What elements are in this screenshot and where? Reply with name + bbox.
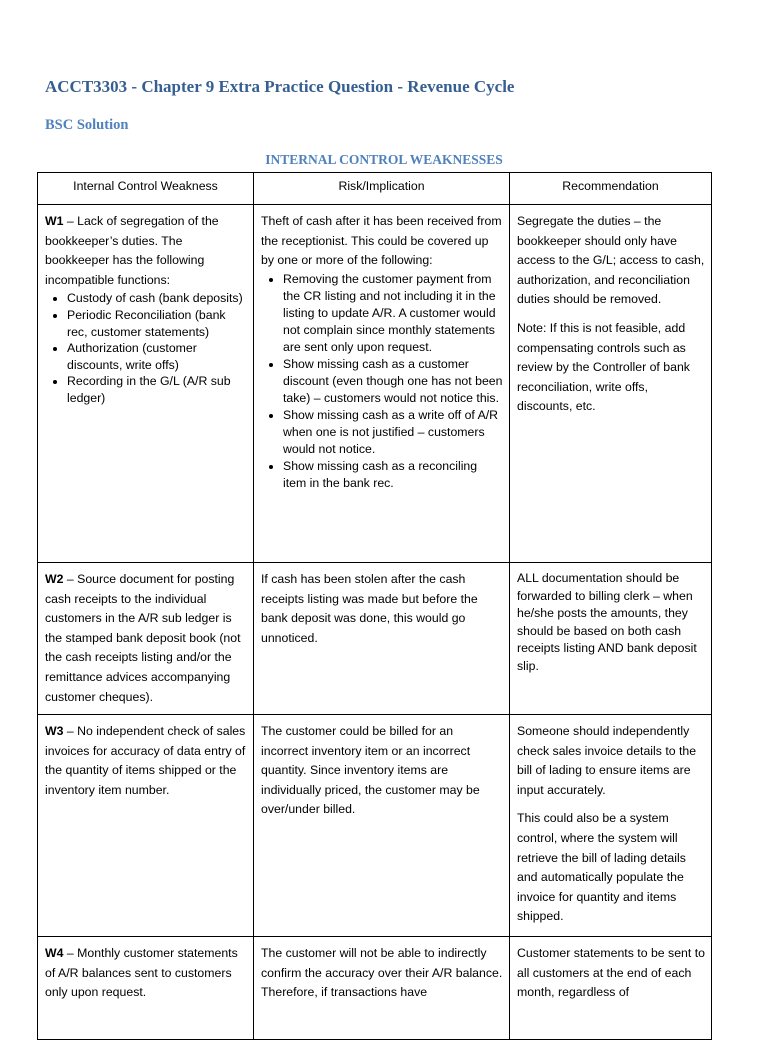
weakness-id: W3 <box>45 724 64 738</box>
risk-cell <box>254 563 510 715</box>
risk-bullet: • Show missing cash as a customer discount (even though one has not been take) – customers would not notice this. <box>283 356 503 407</box>
risk-bullet: • Show missing cash as a reconciling item in the bank rec. <box>283 458 503 492</box>
weakness-cell <box>38 205 254 563</box>
recommendation-text: Someone should independently check sales invoice details to the bill of lading to ensure items are input accurately. <box>517 724 697 797</box>
table-title: INTERNAL CONTROL WEAKNESSES <box>265 152 503 167</box>
weakness-text: – Source document for posting cash receipts to the individual customers in the A/R sub ledger is the stamped bank deposit book (not the cash receipts listing and/or the remittance advices accompanying customer cheques). <box>45 572 241 704</box>
table-header-row <box>38 173 712 205</box>
risk-bullet-list <box>261 271 503 492</box>
weakness-bullet: • Recording in the G/L (A/R sub ledger) <box>67 373 247 406</box>
table-row-w2 <box>38 563 712 715</box>
weakness-table <box>37 172 712 1040</box>
weakness-bullet-list <box>45 290 247 406</box>
recommendation-text: Segregate the duties – the bookkeeper should only have access to the G/L; access to cash, authorization, and reconciliation duties should be removed. <box>517 214 705 307</box>
recommendation-cell <box>510 563 712 715</box>
document-subtitle: BSC Solution <box>45 117 129 133</box>
weakness-cell <box>38 563 254 715</box>
recommendation-text: Customer statements to be sent to all customers at the end of each month, regardless of <box>517 946 705 1000</box>
recommendation-cell <box>510 715 712 937</box>
recommendation-note: This could also be a system control, where the system will retrieve the bill of lading details and automatically populate the invoice for quantity and items shipped. <box>517 811 686 924</box>
recommendation-note: Note: If this is not feasible, add compensating controls such as review by the Controller of bank reconciliation, write offs, discounts, etc. <box>517 320 690 414</box>
weakness-id: W2 <box>45 572 64 586</box>
risk-cell <box>254 205 510 563</box>
weakness-cell <box>38 715 254 937</box>
column-header-risk: Risk/Implication <box>254 173 510 205</box>
risk-text: The customer could be billed for an incorrect inventory item or an incorrect quantity. Since inventory items are individually priced, the customer may be over/under billed. <box>261 724 480 817</box>
table-row-w3 <box>38 715 712 937</box>
table-row-w1 <box>38 205 712 563</box>
risk-bullet: • Removing the customer payment from the CR listing and not including it in the listing to update A/R. A customer would not complain since monthly statements are sent only upon request. <box>283 271 503 356</box>
weakness-text: – No independent check of sales invoices for accuracy of data entry of the quantity of items shipped or the inventory item number. <box>45 724 246 797</box>
recommendation-cell <box>510 205 712 563</box>
column-header-weakness: Internal Control Weakness <box>38 173 254 205</box>
document-title: ACCT3303 - Chapter 9 Extra Practice Question - Revenue Cycle <box>45 77 515 96</box>
weakness-text: – Monthly customer statements of A/R balances sent to customers only upon request. <box>45 946 238 1000</box>
weakness-cell <box>38 937 254 1040</box>
weakness-bullet: • Periodic Reconciliation (bank rec, customer statements) <box>67 307 247 340</box>
risk-text: If cash has been stolen after the cash receipts listing was made but before the bank deposit was done, this would go unnoticed. <box>261 572 478 645</box>
recommendation-cell <box>510 937 712 1040</box>
weakness-text: – Lack of segregation of the bookkeeper’s duties. The bookkeeper has the following incompatible functions: <box>45 214 219 287</box>
risk-text: The customer will not be able to indirectly confirm the accuracy over their A/R balance. Therefore, if transactions have <box>261 946 503 1000</box>
weakness-id: W4 <box>45 946 64 960</box>
risk-cell <box>254 937 510 1040</box>
risk-cell <box>254 715 510 937</box>
weakness-bullet: • Custody of cash (bank deposits) <box>67 290 247 307</box>
table-row-w4 <box>38 937 712 1040</box>
risk-text: Theft of cash after it has been received from the receptionist. This could be covered up by one or more of the following: <box>261 214 502 268</box>
recommendation-text: ALL documentation should be forwarded to billing clerk – when he/she posts the amounts, they should be based on both cash receipts listing AND bank deposit slip. <box>517 571 697 673</box>
column-header-recommendation: Recommendation <box>510 173 712 205</box>
risk-bullet: • Show missing cash as a write off of A/R when one is not justified – customers would not notice. <box>283 407 503 458</box>
weakness-id: W1 <box>45 214 64 228</box>
weakness-bullet: • Authorization (customer discounts, write offs) <box>67 340 247 373</box>
